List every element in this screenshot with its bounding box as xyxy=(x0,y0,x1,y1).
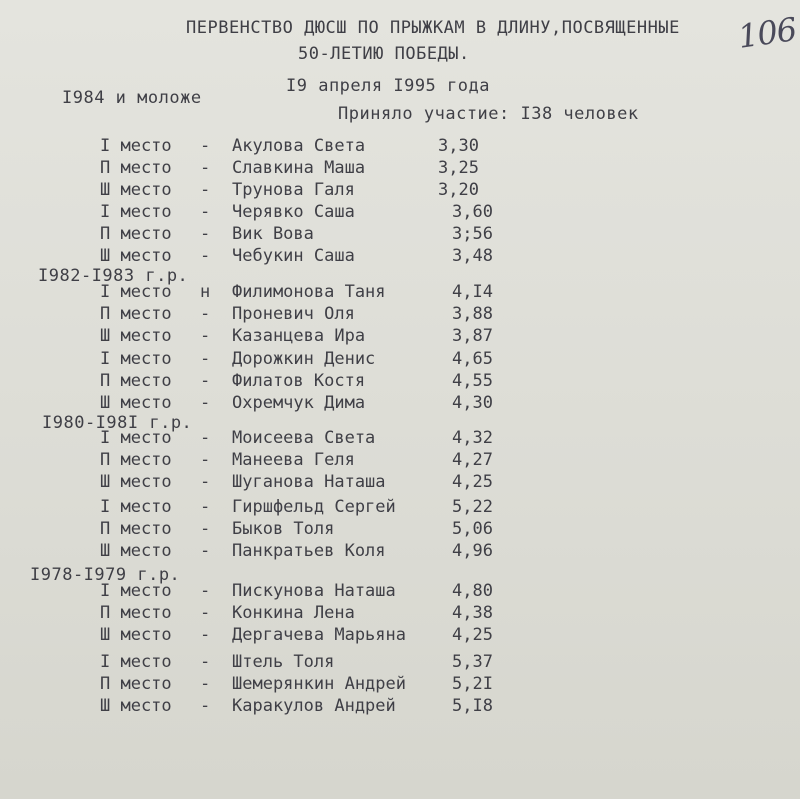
separator-dash: - xyxy=(200,581,211,601)
jump-result: 5,37 xyxy=(452,652,493,672)
place-label: П место xyxy=(100,519,172,539)
athlete-name: Шуганова Наташа xyxy=(232,472,386,492)
place-label: П место xyxy=(100,450,172,470)
document-title-line2: 50-ЛЕТИЮ ПОБЕДЫ. xyxy=(298,44,470,64)
place-label: Ш место xyxy=(100,326,172,346)
jump-result: 3,25 xyxy=(438,158,479,178)
result-row xyxy=(100,136,540,156)
separator-dash: - xyxy=(200,603,211,623)
result-row xyxy=(100,674,540,694)
place-label: I место xyxy=(100,652,172,672)
place-label: I место xyxy=(100,428,172,448)
athlete-name: Акулова Света xyxy=(232,136,366,156)
separator-dash: - xyxy=(200,674,211,694)
jump-result: 5,I8 xyxy=(452,696,493,716)
separator-dash: - xyxy=(200,652,211,672)
result-row xyxy=(100,202,540,222)
athlete-name: Охремчук Дима xyxy=(232,393,366,413)
jump-result: 3,60 xyxy=(452,202,493,222)
place-label: П место xyxy=(100,371,172,391)
result-row xyxy=(100,393,540,413)
jump-result: 4,27 xyxy=(452,450,493,470)
result-row xyxy=(100,282,540,302)
athlete-name: Проневич Оля xyxy=(232,304,355,324)
jump-result: 5,2I xyxy=(452,674,493,694)
separator-dash: - xyxy=(200,304,211,324)
jump-result: 4,38 xyxy=(452,603,493,623)
group-label-1980-1981: I980-I98I г.р. xyxy=(42,413,193,433)
place-label: I место xyxy=(100,497,172,517)
jump-result: 4,I4 xyxy=(452,282,493,302)
result-row xyxy=(100,541,540,561)
athlete-name: Моисеева Света xyxy=(232,428,376,448)
result-row xyxy=(100,180,540,200)
participants-count: Приняло участие: I38 человек xyxy=(338,104,639,124)
result-row xyxy=(100,246,540,266)
jump-result: 4,30 xyxy=(452,393,493,413)
group-label-1982-1983: I982-I983 г.р. xyxy=(38,266,189,286)
place-label: Ш место xyxy=(100,393,172,413)
jump-result: 3,30 xyxy=(438,136,479,156)
place-label: I место xyxy=(100,581,172,601)
jump-result: 5,06 xyxy=(452,519,493,539)
place-label: П место xyxy=(100,304,172,324)
athlete-name: Штель Толя xyxy=(232,652,335,672)
result-row xyxy=(100,519,540,539)
athlete-name: Панкратьев Коля xyxy=(232,541,386,561)
jump-result: 3,88 xyxy=(452,304,493,324)
separator-dash: - xyxy=(200,349,211,369)
jump-result: 3;56 xyxy=(452,224,493,244)
separator-dash: - xyxy=(200,541,211,561)
jump-result: 3,48 xyxy=(452,246,493,266)
result-row xyxy=(100,326,540,346)
result-row xyxy=(100,158,540,178)
athlete-name: Филатов Костя xyxy=(232,371,366,391)
athlete-name: Славкина Маша xyxy=(232,158,366,178)
place-label: Ш место xyxy=(100,246,172,266)
athlete-name: Трунова Галя xyxy=(232,180,355,200)
result-row xyxy=(100,371,540,391)
result-row xyxy=(100,349,540,369)
result-row xyxy=(100,450,540,470)
group-label-1984: I984 и моложе xyxy=(62,88,202,108)
athlete-name: Филимонова Таня xyxy=(232,282,386,302)
separator-dash: - xyxy=(200,625,211,645)
athlete-name: Шемерянкин Андрей xyxy=(232,674,406,694)
jump-result: 3,20 xyxy=(438,180,479,200)
place-label: П место xyxy=(100,224,172,244)
result-row xyxy=(100,428,540,448)
jump-result: 4,96 xyxy=(452,541,493,561)
athlete-name: Пискунова Наташа xyxy=(232,581,396,601)
separator-dash: - xyxy=(200,696,211,716)
jump-result: 4,80 xyxy=(452,581,493,601)
athlete-name: Каракулов Андрей xyxy=(232,696,396,716)
handwritten-page-number: 106 xyxy=(735,10,799,56)
result-row xyxy=(100,696,540,716)
result-row xyxy=(100,224,540,244)
separator-dash: - xyxy=(200,393,211,413)
athlete-name: Казанцева Ира xyxy=(232,326,366,346)
separator-dash: - xyxy=(200,180,211,200)
result-row xyxy=(100,497,540,517)
place-label: Ш место xyxy=(100,180,172,200)
athlete-name: Манеева Геля xyxy=(232,450,355,470)
jump-result: 5,22 xyxy=(452,497,493,517)
jump-result: 4,25 xyxy=(452,472,493,492)
separator-dash: - xyxy=(200,428,211,448)
separator-dash: - xyxy=(200,371,211,391)
place-label: I место xyxy=(100,202,172,222)
separator-dash: - xyxy=(200,224,211,244)
jump-result: 3,87 xyxy=(452,326,493,346)
jump-result: 4,32 xyxy=(452,428,493,448)
separator-dash: - xyxy=(200,326,211,346)
place-label: Ш место xyxy=(100,541,172,561)
result-row xyxy=(100,304,540,324)
place-label: I место xyxy=(100,282,172,302)
result-row xyxy=(100,472,540,492)
separator-dash: - xyxy=(200,472,211,492)
athlete-name: Гиршфельд Сергей xyxy=(232,497,396,517)
athlete-name: Конкина Лена xyxy=(232,603,355,623)
jump-result: 4,65 xyxy=(452,349,493,369)
place-label: I место xyxy=(100,349,172,369)
separator-dash: - xyxy=(200,136,211,156)
athlete-name: Дергачева Марьяна xyxy=(232,625,406,645)
place-label: Ш место xyxy=(100,696,172,716)
place-label: П место xyxy=(100,603,172,623)
separator-dash: - xyxy=(200,202,211,222)
result-row xyxy=(100,625,540,645)
place-label: Ш место xyxy=(100,472,172,492)
competition-date: I9 апреля I995 года xyxy=(286,76,490,96)
athlete-name: Дорожкин Денис xyxy=(232,349,376,369)
place-label: Ш место xyxy=(100,625,172,645)
separator-dash: - xyxy=(200,497,211,517)
group-label-1978-1979: I978-I979 г.р. xyxy=(30,565,181,585)
jump-result: 4,55 xyxy=(452,371,493,391)
athlete-name: Вик Вова xyxy=(232,224,314,244)
result-row xyxy=(100,603,540,623)
separator-dash: - xyxy=(200,158,211,178)
separator-dash: - xyxy=(200,450,211,470)
separator-dash: - xyxy=(200,246,211,266)
separator-dash: н xyxy=(200,282,211,302)
result-row xyxy=(100,581,540,601)
place-label: П место xyxy=(100,158,172,178)
athlete-name: Чебукин Саша xyxy=(232,246,355,266)
result-row xyxy=(100,652,540,672)
athlete-name: Быков Толя xyxy=(232,519,335,539)
athlete-name: Черявко Саша xyxy=(232,202,355,222)
document-title-line1: ПЕРВЕНСТВО ДЮСШ ПО ПРЫЖКАМ В ДЛИНУ,ПОСВЯЩЕННЫЕ xyxy=(186,18,680,38)
separator-dash: - xyxy=(200,519,211,539)
place-label: I место xyxy=(100,136,172,156)
place-label: П место xyxy=(100,674,172,694)
jump-result: 4,25 xyxy=(452,625,493,645)
